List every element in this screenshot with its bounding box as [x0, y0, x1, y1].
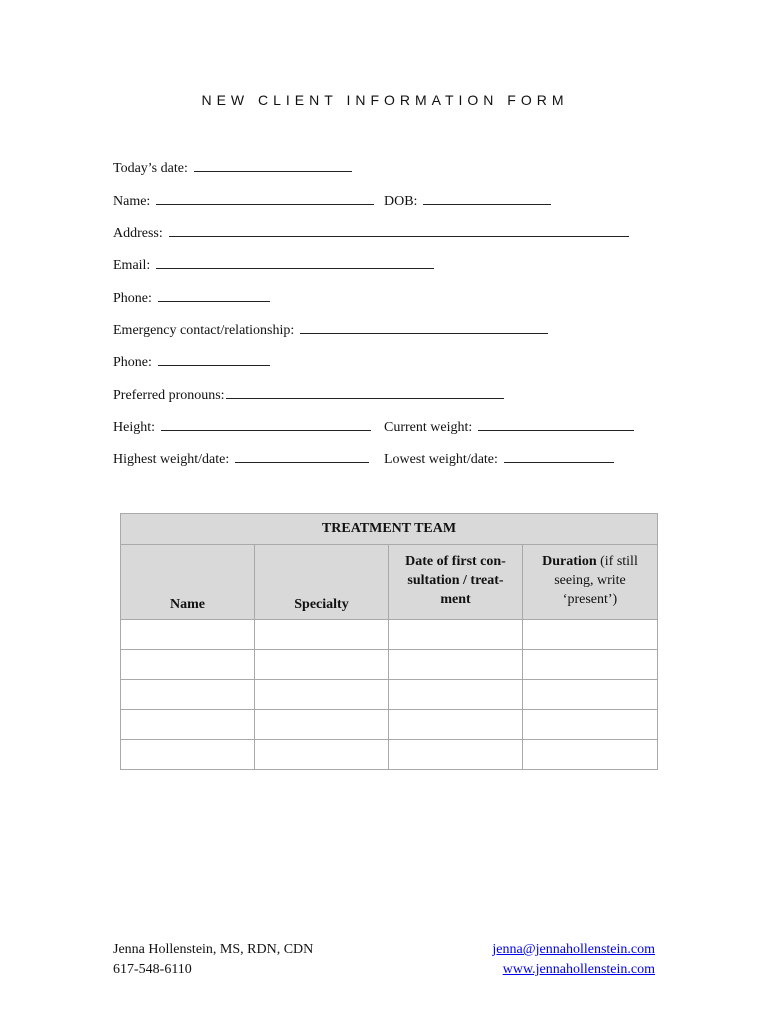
- field-emergency-phone: [113, 351, 270, 371]
- table-cell[interactable]: [389, 650, 523, 680]
- table-cell[interactable]: [389, 740, 523, 770]
- todays-date-input[interactable]: [194, 157, 352, 172]
- field-highest-lowest-weight: [113, 448, 673, 468]
- emergency-phone-label: Phone:: [113, 355, 152, 370]
- dob-label: DOB:: [384, 194, 418, 209]
- table-cell[interactable]: [389, 710, 523, 740]
- preferred-pronouns-label: Preferred pronouns:: [113, 388, 225, 403]
- table-cell[interactable]: [523, 740, 658, 770]
- column-header-name: Name: [121, 545, 255, 620]
- table-row: [121, 620, 658, 650]
- emergency-contact-label: Emergency contact/relationship:: [113, 323, 295, 338]
- field-phone: [113, 287, 270, 307]
- height-label: Height:: [113, 420, 155, 435]
- form-title: NEW CLIENT INFORMATION FORM: [201, 92, 569, 108]
- table-cell[interactable]: [255, 680, 389, 710]
- footer-phone: 617-548-6110: [113, 962, 192, 977]
- table-cell[interactable]: [255, 740, 389, 770]
- table-cell[interactable]: [389, 620, 523, 650]
- table-cell[interactable]: [523, 680, 658, 710]
- field-name-dob: [113, 190, 673, 210]
- emergency-phone-input[interactable]: [158, 351, 270, 366]
- table-cell[interactable]: [121, 650, 255, 680]
- date-first-text: Date of first con-sultation / treat-ment: [405, 554, 506, 607]
- address-input[interactable]: [169, 222, 629, 237]
- duration-bold: Duration: [542, 554, 597, 569]
- table-cell[interactable]: [523, 710, 658, 740]
- footer-contact: [113, 940, 313, 980]
- column-header-date-first: [389, 545, 523, 620]
- table-cell[interactable]: [121, 620, 255, 650]
- table-row: [121, 710, 658, 740]
- phone-label: Phone:: [113, 291, 152, 306]
- table-row: [121, 650, 658, 680]
- dob-input[interactable]: [423, 190, 551, 205]
- table-cell[interactable]: [523, 650, 658, 680]
- name-input[interactable]: [156, 190, 374, 205]
- field-preferred-pronouns: [113, 384, 504, 404]
- email-input[interactable]: [156, 254, 434, 269]
- table-cell[interactable]: [255, 620, 389, 650]
- footer-links: [492, 940, 655, 980]
- table-cell[interactable]: [389, 680, 523, 710]
- table-cell[interactable]: [121, 680, 255, 710]
- email-label: Email:: [113, 258, 151, 273]
- highest-weight-input[interactable]: [235, 448, 369, 463]
- name-label: Name:: [113, 194, 151, 209]
- field-address: [113, 222, 629, 242]
- todays-date-label: Today’s date:: [113, 161, 188, 176]
- address-label: Address:: [113, 226, 163, 241]
- column-header-duration: [523, 545, 658, 620]
- treatment-team-table: [120, 513, 658, 770]
- table-row: [121, 740, 658, 770]
- lowest-weight-label: Lowest weight/date:: [384, 452, 498, 467]
- treatment-team-heading: TREATMENT TEAM: [121, 514, 658, 545]
- table-cell[interactable]: [255, 650, 389, 680]
- phone-input[interactable]: [158, 287, 270, 302]
- height-input[interactable]: [161, 416, 371, 431]
- duration-note: (if still seeing, write ‘present’): [554, 554, 638, 607]
- table-row: [121, 680, 658, 710]
- table-cell[interactable]: [255, 710, 389, 740]
- field-email: [113, 254, 434, 274]
- table-cell[interactable]: [121, 740, 255, 770]
- field-height-weight: [113, 416, 673, 436]
- field-emergency-contact: [113, 319, 548, 339]
- lowest-weight-input[interactable]: [504, 448, 614, 463]
- preferred-pronouns-input[interactable]: [226, 384, 504, 399]
- column-header-specialty: Specialty: [255, 545, 389, 620]
- table-cell[interactable]: [121, 710, 255, 740]
- footer-website-link[interactable]: www.jennahollenstein.com: [502, 962, 655, 977]
- footer-name: Jenna Hollenstein, MS, RDN, CDN: [113, 942, 314, 957]
- highest-weight-label: Highest weight/date:: [113, 452, 230, 467]
- footer-email-link[interactable]: jenna@jennahollenstein.com: [492, 942, 655, 957]
- current-weight-input[interactable]: [478, 416, 634, 431]
- current-weight-label: Current weight:: [384, 420, 473, 435]
- field-todays-date: [113, 157, 352, 177]
- table-cell[interactable]: [523, 620, 658, 650]
- emergency-contact-input[interactable]: [300, 319, 548, 334]
